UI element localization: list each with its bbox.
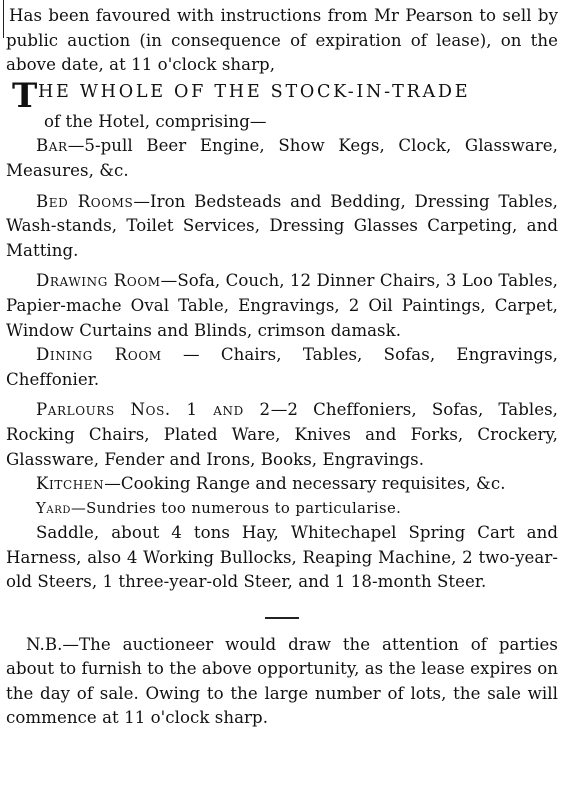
stock-heading bbox=[6, 75, 558, 116]
outdoor-items-paragraph: Saddle, about 4 tons Hay, Whitechapel Spring Cart and Harness, also 4 Working Bullocks, Reaping Machine, 2 two-year-old Steers, 1 three-year-old Steer, and 1 18-month Steer. bbox=[6, 523, 558, 592]
item-label: Kitchen bbox=[36, 474, 105, 494]
list-item-kitchen bbox=[6, 472, 558, 497]
list-item-parlours bbox=[6, 398, 558, 472]
item-text: —Iron Bedsteads and Bedding, Dressing Tables, Wash-stands, Toilet Services, Dressing Glasses Carpeting, and Matting. bbox=[6, 191, 558, 260]
item-text: —Sofa, Couch, 12 Dinner Chairs, 3 Loo Tables, Papier-mache Oval Table, Engravings, 2 Oil Paintings, Carpet, Window Curtains and Blinds, crimson damask. bbox=[6, 271, 558, 340]
column-rule bbox=[3, 0, 4, 38]
item-label: Drawing Room bbox=[36, 271, 161, 291]
list-item-dining-room bbox=[6, 343, 558, 392]
item-text: —Cooking Range and necessary requisites, &c. bbox=[104, 474, 506, 494]
item-label: Dining Room bbox=[36, 345, 162, 365]
section-divider bbox=[265, 617, 299, 619]
list-item-yard bbox=[6, 497, 558, 522]
item-label: Bar bbox=[36, 136, 68, 156]
item-text: — Chairs, Tables, Sofas, Engravings, Cheffonier. bbox=[6, 345, 558, 389]
item-label: Parlours Nos. 1 and 2 bbox=[36, 400, 271, 420]
list-item-bed-rooms bbox=[6, 190, 558, 264]
stock-title: HE WHOLE OF THE STOCK-IN-TRADE bbox=[38, 81, 471, 102]
item-label: Bed Rooms bbox=[36, 191, 134, 211]
item-text: —Sundries too numerous to particularise. bbox=[70, 499, 402, 517]
item-label: Yard bbox=[36, 499, 71, 517]
drop-cap: T bbox=[12, 75, 38, 116]
item-text: —2 Cheffoniers, Sofas, Tables, Rocking Chairs, Plated Ware, Knives and Forks, Crockery, Glassware, Fender and Irons, Books, Engravings. bbox=[6, 400, 558, 469]
list-item-bar bbox=[6, 134, 558, 183]
stock-heading-block bbox=[6, 75, 558, 135]
list-item-drawing-room bbox=[6, 269, 558, 343]
item-text: —5-pull Beer Engine, Show Kegs, Clock, Glassware, Measures, &c. bbox=[6, 136, 558, 180]
stock-subtitle: of the Hotel, comprising— bbox=[44, 111, 267, 131]
advertisement-column bbox=[6, 4, 558, 730]
nota-bene-paragraph: N.B.—The auctioneer would draw the attention of parties about to furnish to the above opportunity, as the lease expires on the day of sale. Owing to the large number of lots, the sale will commence at 11 o'clock sharp. bbox=[6, 635, 558, 727]
intro-paragraph: Has been favoured with instructions from Mr Pearson to sell by public auction (in consequence of expiration of lease), on the above date, at 11 o'clock sharp, bbox=[6, 6, 558, 75]
